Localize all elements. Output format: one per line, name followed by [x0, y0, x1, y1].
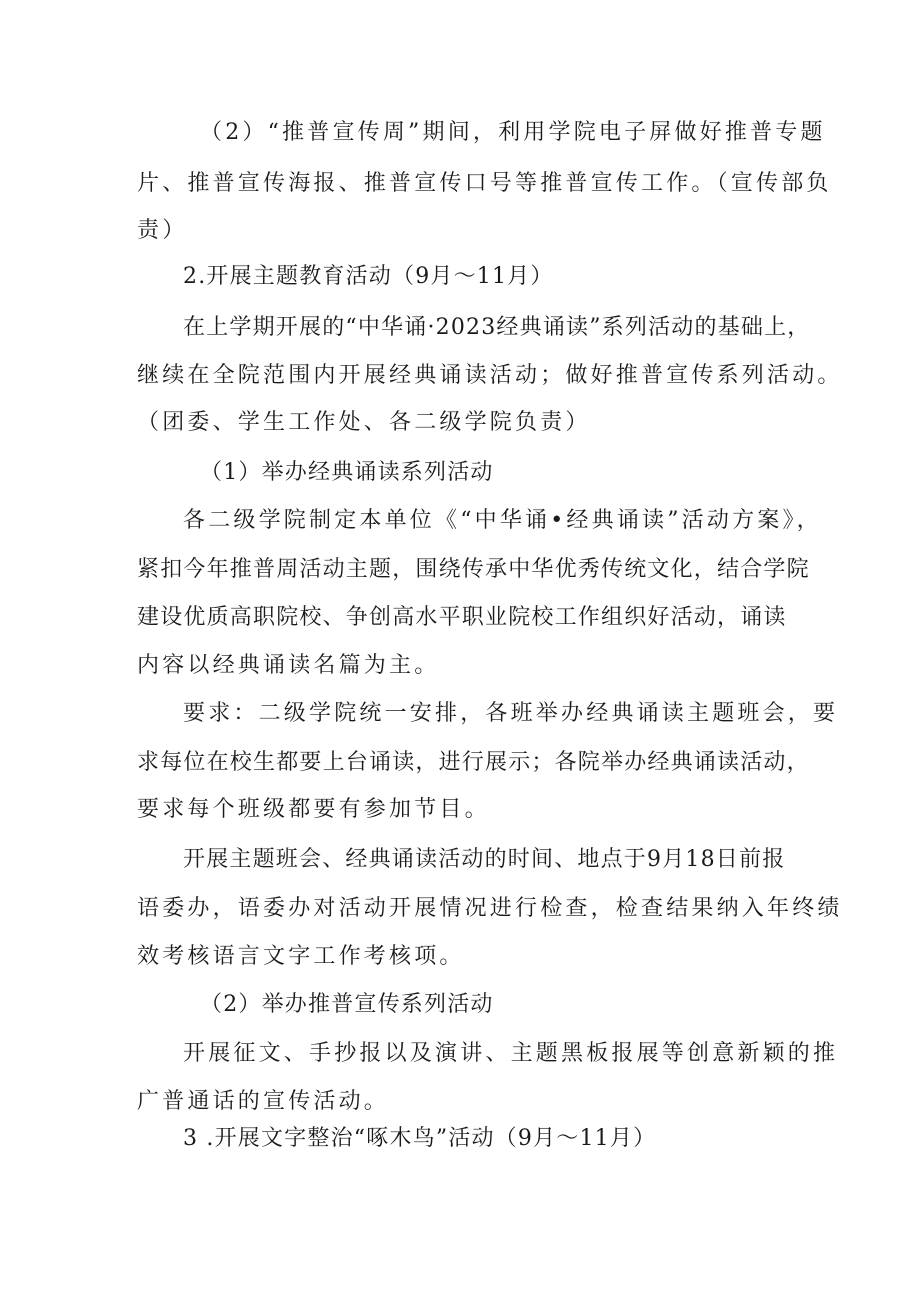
subsection-heading: （2）举办推普宣传系列活动: [200, 992, 494, 1017]
paragraph-line: 片、推普宣传海报、推普宣传口号等推普宣传工作。（宣传部负: [137, 171, 832, 196]
paragraph-line: 责）: [137, 218, 188, 243]
paragraph-line: 要求每个班级都要有参加节目。: [137, 797, 490, 822]
paragraph-line: 内容以经典诵读名篇为主。: [137, 653, 440, 678]
paragraph-line: 建设优质高职院校、争创高水平职业院校工作组织好活动，诵读: [137, 605, 787, 630]
paragraph-line: 语委办，语委办对活动开展情况进行检查，检查结果纳入年终绩: [137, 896, 843, 921]
paragraph-line: 各二级学院制定本单位《“中华诵•经典诵读”活动方案》，: [183, 508, 822, 533]
paragraph-line: （团委、学生工作处、各二级学院负责）: [137, 410, 591, 435]
section-heading: 3 .开展文字整治“啄木鸟”活动（9月～11月）: [183, 1126, 657, 1151]
paragraph-line: 求每位在校生都要上台诵读，进行展示；各院举办经典诵读活动，: [137, 750, 810, 775]
paragraph-line: 开展主题班会、经典诵读活动的时间、地点于9月18日前报: [183, 847, 786, 872]
subsection-heading: （1）举办经典诵读系列活动: [200, 460, 494, 485]
paragraph-line: 开展征文、手抄报以及演讲、主题黑板报展等创意新颖的推: [183, 1041, 839, 1066]
paragraph-line: （2）“推普宣传周”期间，利用学院电子屏做好推普专题: [200, 120, 826, 145]
paragraph-line: 紧扣今年推普周活动主题，围绕传承中华优秀传统文化，结合学院: [137, 557, 810, 582]
paragraph-line: 继续在全院范围内开展经典诵读活动；做好推普宣传系列活动。: [137, 363, 843, 388]
paragraph-line: 广普通话的宣传活动。: [137, 1089, 390, 1114]
paragraph-line: 效考核语言文字工作考核项。: [137, 944, 465, 969]
paragraph-line: 在上学期开展的“中华诵·2023经典诵读”系列活动的基础上，: [183, 315, 811, 340]
section-heading: 2.开展主题教育活动（9月～11月）: [183, 264, 554, 289]
paragraph-line: 要求：二级学院统一安排，各班举办经典诵读主题班会，要: [183, 701, 839, 726]
